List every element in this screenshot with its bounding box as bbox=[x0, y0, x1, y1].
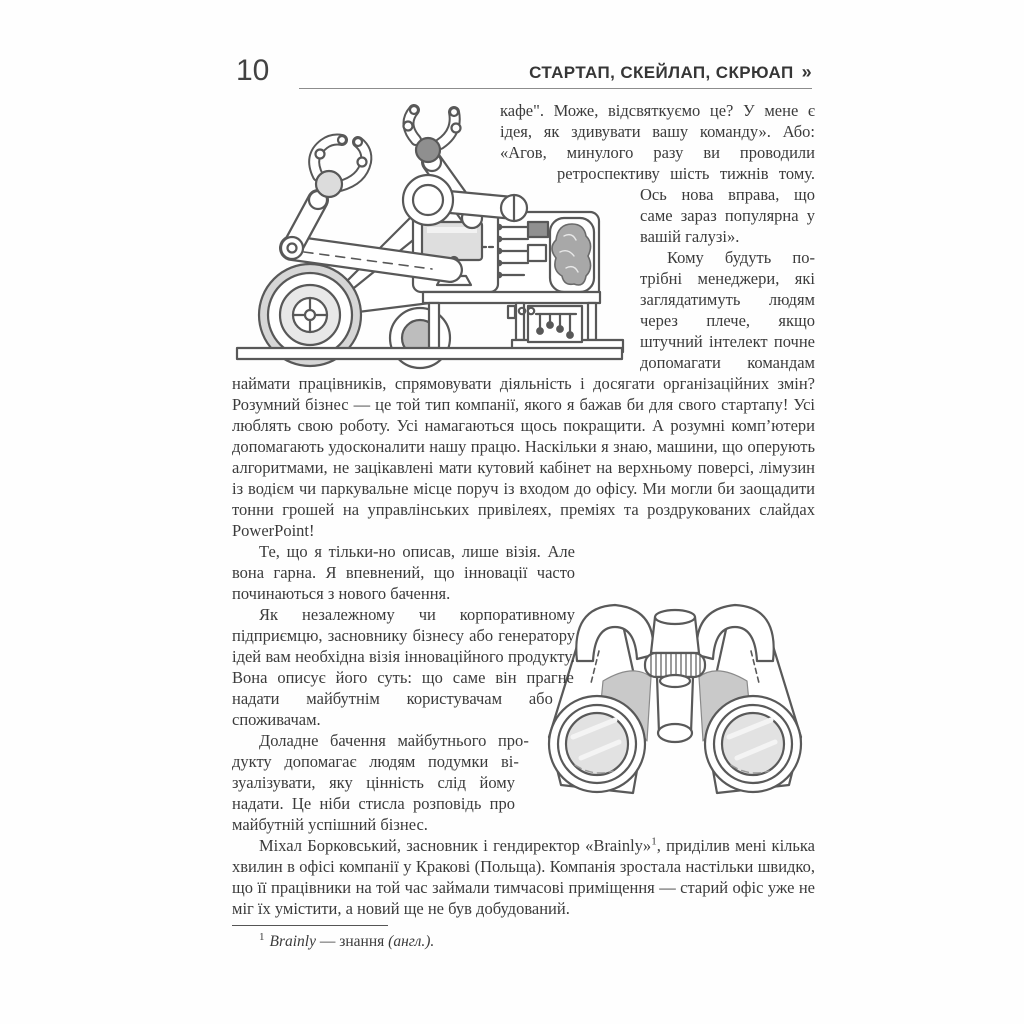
focus-wheel bbox=[645, 610, 705, 742]
page-number: 10 bbox=[236, 54, 270, 87]
floor-line bbox=[237, 348, 622, 359]
body-paragraph bbox=[232, 835, 815, 919]
brain-cabinet bbox=[493, 212, 599, 300]
claw-icon bbox=[314, 136, 366, 197]
body-paragraph: Як незалежному чи корпоративному підприємцю, засновнику бізнесу або генератору ідей вам необхідна візія інноваційного продукту. Вона описує його суть: що саме він прагне надати майбутнім користувачам або споживачам. bbox=[232, 605, 575, 729]
claw-icon bbox=[404, 106, 461, 162]
left-lens bbox=[549, 696, 645, 792]
workbench bbox=[423, 292, 623, 352]
footnote-rule bbox=[232, 925, 388, 926]
footnote-term: Brainly bbox=[269, 933, 316, 950]
footnote-marker: 1 bbox=[259, 930, 265, 943]
paragraph-text: , приділив мені кілька хвилин в офісі компанії у Кракові (Польща). Компанія зростала настільки швидко, що її працівники на той час займали тимчасові приміщення — старий офіс уже не міг їх умістити, а новий ще не був добудований. bbox=[232, 836, 815, 918]
running-head bbox=[529, 62, 812, 83]
page-body bbox=[232, 100, 815, 951]
body-paragraph: Доладне бачення майбутнього продукту допомагає людям подумки візуалізувати, яку цінність слід йому надати. Це ніби стисла розповідь про майбутній успішний бізнес. bbox=[232, 731, 529, 834]
footnote-lang: (англ.). bbox=[388, 933, 435, 950]
right-lens bbox=[705, 696, 801, 792]
chapter-title: СТАРТАП, СКЕЙЛАП, СКРЮАП bbox=[529, 63, 794, 82]
chevrons-icon: » bbox=[801, 62, 812, 82]
body-paragraph: Те, що я тільки-но описав, лише візія. Але вона гарна. Я впевнений, що інновації часто починаються з нового бачення. bbox=[232, 542, 575, 603]
footnote-ref: 1 bbox=[651, 835, 657, 848]
paragraph-text: Міхал Борковський, засновник і гендиректор «Brainly» bbox=[259, 836, 652, 855]
body-paragraph: Кому будуть потрібні менеджери, які заглядатимуть людям через плече, якщо штучний інтелект почне допомагати командам наймати працівників, спрямовувати діяльність і досягати організаційних змін? Розумний бізнес — це той тип компанії, якого я бажав би для свого стартапу! Усі люблять свою роботу. Усі намагаються щось покращити. А розумні комп’ютери допомагають удосконалити нашу працю. Наскільки я знаю, машини, що оперують алгоритмами, не зацікавлені мати кутовий кабінет на верхньому поверсі, лімузин із водієм чи паркувальне місце поруч із входом до офісу. Ми могли би заощадити тонни грошей на управлінських привілеях, преміях та роздрукованих слайдах PowerPoint! bbox=[232, 248, 815, 540]
footnote-text: — знання bbox=[316, 933, 389, 950]
footnote bbox=[232, 932, 815, 951]
body-paragraph: кафе". Може, відсвяткуємо це? У мене є ідея, як здивувати вашу команду». Або: «Агов, минулого разу ви проводили ретроспективу шість тижнів тому. Ось нова вправа, що саме зараз популярна у вашій галузі». bbox=[500, 101, 815, 246]
header-rule bbox=[299, 88, 812, 89]
footnote-area bbox=[232, 925, 815, 951]
